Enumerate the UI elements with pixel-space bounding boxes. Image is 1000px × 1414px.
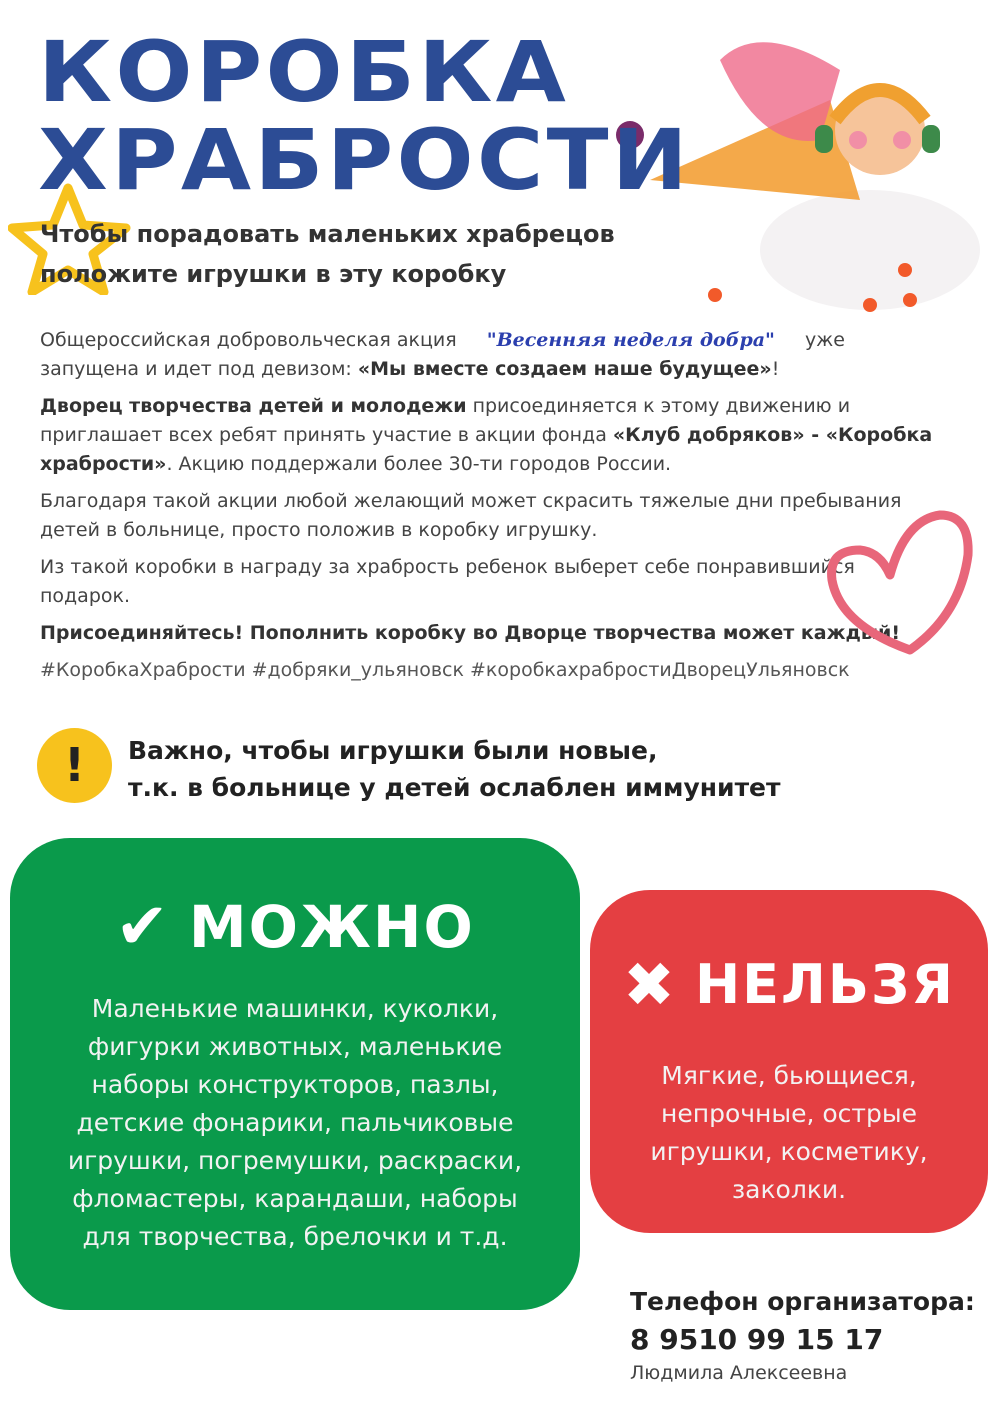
warning-text: Важно, чтобы игрушки были новые, т.к. в больнице у детей ослаблен иммунитет — [128, 736, 781, 802]
heart-outline-icon — [820, 505, 980, 660]
cross-icon: ✖ — [623, 948, 677, 1021]
title-line1: КОРОБКА — [38, 23, 570, 121]
exclamation-icon: ! — [37, 728, 112, 803]
subtitle — [40, 214, 615, 294]
checkmark-icon: ✔ — [115, 890, 171, 964]
forbidden-box — [590, 890, 988, 1233]
allowed-box — [10, 838, 580, 1310]
subtitle-line2: положите игрушки в эту коробку — [40, 260, 507, 288]
paragraph-2: Дворец творчества детей и молодежи присоединяется к этому движению и приглашает всех ребят принять участие в акции фонда «Клуб добряков» - «Коробка храбрости». Акцию поддержали более 30-ти городов России. — [40, 395, 933, 475]
campaign-name: "Весенняя неделя добра" — [486, 329, 775, 351]
paragraph-3: Благодаря такой акции любой желающий может скрасить тяжелые дни пребывания детей в больнице, просто положив в коробку игрушку. — [40, 490, 902, 541]
paragraph-4: Из такой коробки в награду за храбрость ребенок выберет себе понравившийся подарок. — [40, 556, 855, 607]
paragraph-5: Присоединяйтесь! Пополнить коробку во Дворце творчества может каждый! — [40, 622, 901, 644]
hashtags: #КоробкаХрабрости #добряки_ульяновск #коробкахрабростиДворецУльяновск — [40, 659, 850, 681]
allowed-heading: ✔ МОЖНО — [115, 890, 475, 964]
contact-block — [630, 1284, 975, 1386]
subtitle-line1: Чтобы порадовать маленьких храбрецов — [40, 220, 615, 248]
body-text — [40, 326, 940, 693]
allowed-list: Маленькие машинки, куколки, фигурки животных, маленькие наборы конструкторов, пазлы, детские фонарики, пальчиковые игрушки, погремушки, раскраски, фломастеры, карандаши, наборы для творчества, брелочки и т.д. — [67, 994, 523, 1251]
forbidden-list: Мягкие, бьющиеся, непрочные, острые игрушки, косметику, заколки. — [650, 1061, 928, 1204]
forbidden-heading: ✖ НЕЛЬЗЯ — [623, 948, 955, 1021]
contact-name: Людмила Алексеевна — [630, 1362, 848, 1384]
contact-phone: 8 9510 99 15 17 — [630, 1323, 884, 1356]
paragraph-1: Общероссийская добровольческая акция "Весенняя неделя добра" уже запущена и идет под девизом: «Мы вместе создаем наше будущее»! — [40, 329, 845, 380]
title-line2: ХРАБРОСТИ — [38, 111, 691, 209]
contact-label: Телефон организатора: — [630, 1287, 975, 1316]
